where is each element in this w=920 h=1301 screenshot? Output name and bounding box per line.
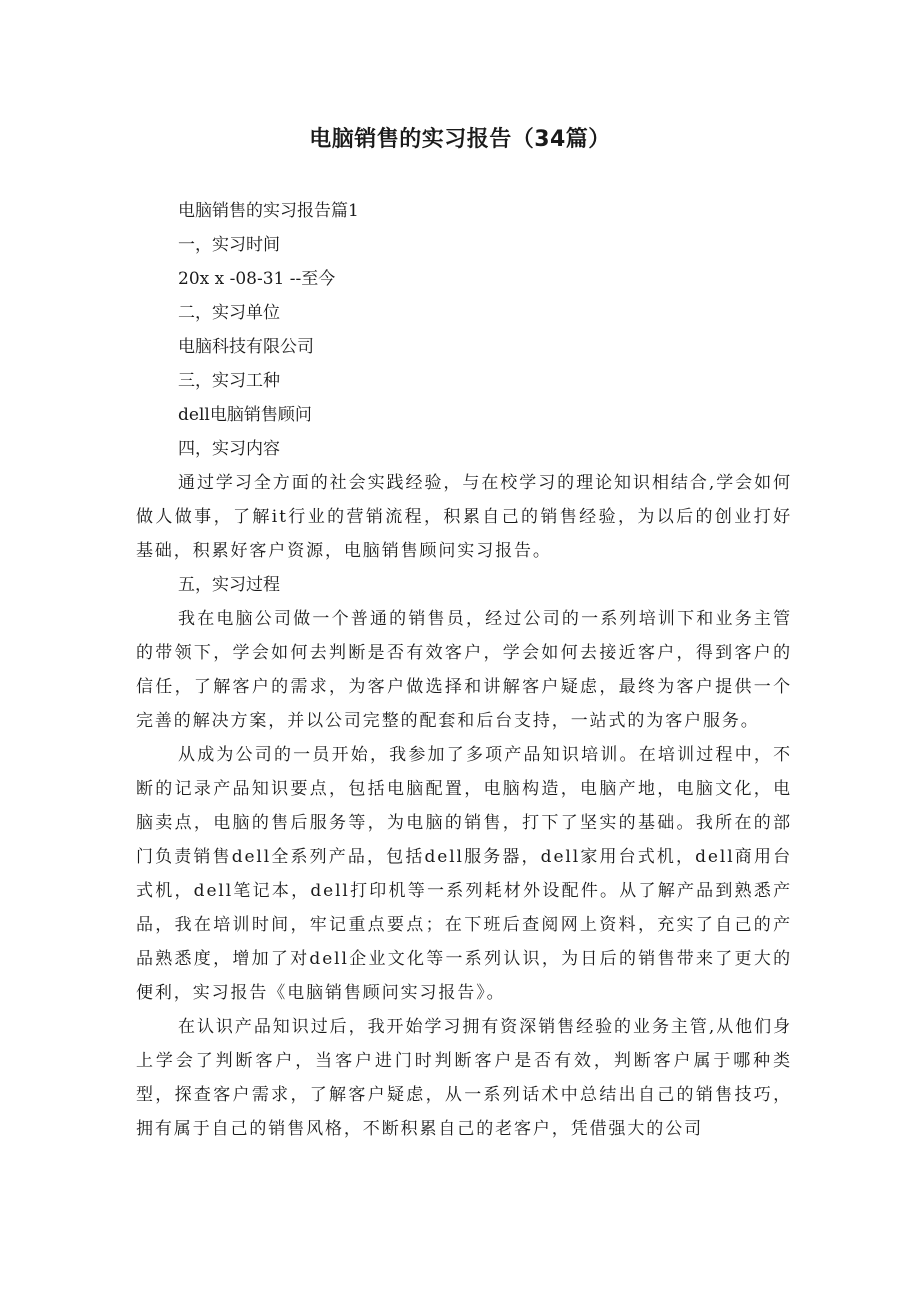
section-heading-job: 三，实习工种 bbox=[178, 371, 280, 391]
section-heading-process: 五，实习过程 bbox=[178, 575, 280, 595]
document-title: 电脑销售的实习报告（34篇） bbox=[309, 127, 611, 152]
document-body bbox=[136, 194, 792, 1146]
paragraph-process-1: 我在电脑公司做一个普通的销售员，经过公司的一系列培训下和业务主管的带领下，学会如何去判断是否有效客户，学会如何去接近客户，得到客户的信任，了解客户的需求，为客户做选择和讲解客户疑虑，最终为客户提供一个完善的解决方案，并以公司完整的配套和后台支持，一站式的为客户服务。 bbox=[136, 609, 792, 731]
paragraph-content: 通过学习全方面的社会实践经验，与在校学习的理论知识相结合,学会如何做人做事，了解it行业的营销流程，积累自己的销售经验，为以后的创业打好基础，积累好客户资源，电脑销售顾问实习报告。 bbox=[136, 473, 792, 561]
report-heading: 电脑销售的实习报告篇1 bbox=[178, 201, 359, 221]
section-heading-unit: 二，实习单位 bbox=[178, 303, 280, 323]
company-name: 电脑科技有限公司 bbox=[178, 337, 314, 357]
paragraph-process-3: 在认识产品知识过后，我开始学习拥有资深销售经验的业务主管,从他们身上学会了判断客户，当客户进门时判断客户是否有效，判断客户属于哪种类型，探查客户需求，了解客户疑虑，从一系列话术中总结出自己的销售技巧，拥有属于自己的销售风格，不断积累自己的老客户，凭借强大的公司 bbox=[136, 1017, 792, 1139]
paragraph-process-2: 从成为公司的一员开始，我参加了多项产品知识培训。在培训过程中，不断的记录产品知识要点，包括电脑配置，电脑构造，电脑产地，电脑文化，电脑卖点，电脑的售后服务等，为电脑的销售，打下了坚实的基础。我所在的部门负责销售dell全系列产品，包括dell服务器，dell家用台式机，dell商用台式机，dell笔记本，dell打印机等一系列耗材外设配件。从了解产品到熟悉产品，我在培训时间，牢记重点要点；在下班后查阅网上资料，充实了自己的产品熟悉度，增加了对dell企业文化等一系列认识，为日后的销售带来了更大的便利，实习报告《电脑销售顾问实习报告》。 bbox=[136, 745, 792, 1003]
section-heading-time: 一，实习时间 bbox=[178, 235, 280, 255]
internship-date: 20x x -08-31 --至今 bbox=[178, 269, 336, 289]
job-title: dell电脑销售顾问 bbox=[178, 405, 312, 425]
section-heading-content: 四，实习内容 bbox=[178, 439, 280, 459]
